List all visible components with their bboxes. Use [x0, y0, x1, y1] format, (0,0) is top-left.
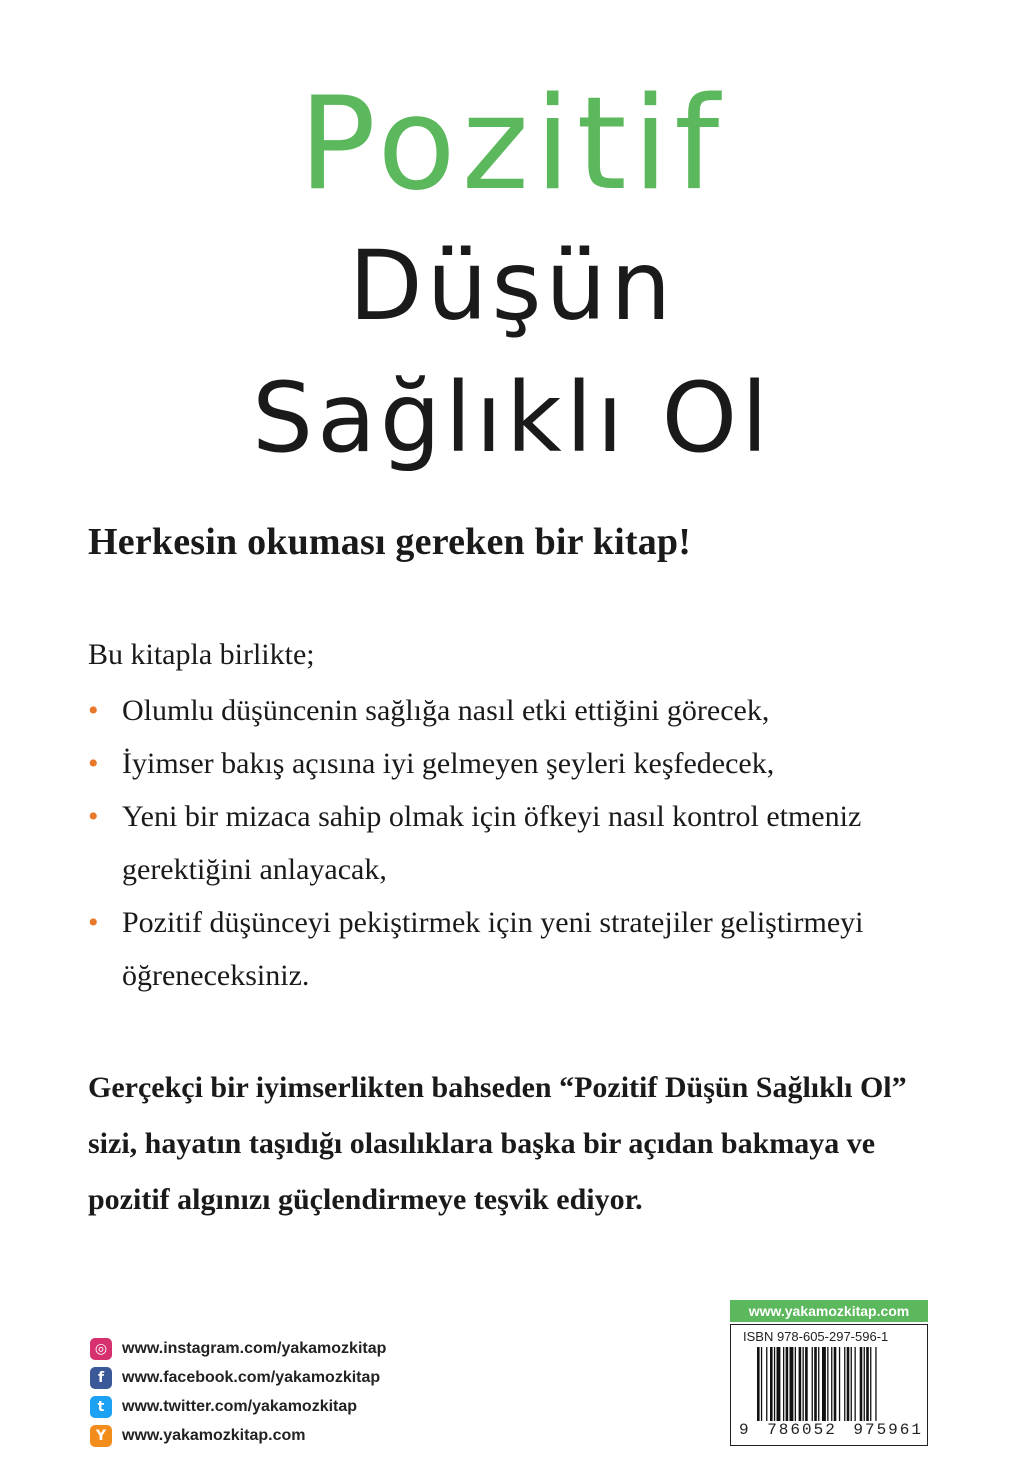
barcode-bar — [766, 1347, 767, 1421]
closing-paragraph: Gerçekçi bir iyimserlikten bahseden “Pozitif Düşün Sağlıklı Ol” sizi, hayatın taşıdığı olasılıklara başka bir açıdan bakmaya ve pozitif algınızı güçlendirmeye teşvik ediyor. — [88, 1071, 907, 1216]
barcode-bar — [847, 1347, 850, 1421]
social-link-text: www.twitter.com/yakamozkitap — [122, 1397, 358, 1415]
barcode-digit-group: 9 — [739, 1421, 751, 1439]
tagline: Herkesin okuması gereken bir kitap! — [88, 521, 692, 563]
barcode-bar — [822, 1347, 826, 1421]
bullet-text: Pozitif düşünceyi pekiştirmek için yeni stratejiler geliştirmeyi öğreneceksiniz. — [122, 906, 864, 992]
barcode-bar — [803, 1347, 804, 1421]
social-link-instagram[interactable] — [90, 1334, 386, 1363]
bullet-dot-icon: • — [88, 906, 99, 939]
yakamoz-logo-icon: Y — [90, 1425, 112, 1447]
social-link-text: www.instagram.com/yakamozkitap — [122, 1339, 387, 1357]
bullet-dot-icon: • — [88, 747, 99, 780]
barcode-bar — [827, 1347, 828, 1421]
instagram-icon: ◎ — [90, 1338, 112, 1360]
social-link-text: www.facebook.com/yakamozkitap — [122, 1368, 381, 1386]
social-link-twitter[interactable] — [90, 1392, 386, 1421]
barcode-digits — [739, 1421, 923, 1439]
barcode-bar — [770, 1347, 773, 1421]
list-item — [88, 896, 948, 1002]
bullet-list — [88, 684, 948, 1002]
barcode-bar — [805, 1347, 808, 1421]
barcode-bar — [783, 1347, 784, 1421]
barcode-bars — [757, 1347, 917, 1421]
title-pozitif: Pozitif — [298, 70, 726, 219]
barcode-bar — [870, 1347, 871, 1421]
bullet-text: Yeni bir mizaca sahip olmak için öfkeyi nasıl kontrol etmeniz gerektiğini anlayacak, — [122, 800, 862, 886]
barcode-bar — [864, 1347, 865, 1421]
barcode-bar — [851, 1347, 852, 1421]
barcode-digit-group: 975961 — [853, 1421, 923, 1439]
website-badge: www.yakamozkitap.com — [730, 1300, 928, 1322]
barcode-bar — [777, 1347, 781, 1421]
list-item — [88, 684, 948, 737]
isbn-frame — [730, 1324, 928, 1446]
isbn-text: ISBN 978-605-297-596-1 — [743, 1329, 889, 1344]
title-dusun: Düşün — [348, 230, 676, 342]
barcode-bar — [795, 1347, 796, 1421]
social-link-facebook[interactable] — [90, 1363, 386, 1392]
barcode-bar — [757, 1347, 760, 1421]
barcode-bar — [834, 1347, 837, 1421]
barcode-bar — [831, 1347, 832, 1421]
bullet-text: Olumlu düşüncenin sağlığa nasıl etki ettiğini görecek, — [122, 694, 770, 727]
barcode-bar — [866, 1347, 869, 1421]
facebook-icon: f — [90, 1367, 112, 1389]
barcode-bar — [855, 1347, 856, 1421]
list-item — [88, 790, 948, 896]
bullet-text: İyimser bakış açısına iyi gelmeyen şeyleri keşfedecek, — [122, 747, 775, 780]
bullet-dot-icon: • — [88, 800, 99, 833]
social-links — [90, 1334, 386, 1450]
barcode-bar — [844, 1347, 845, 1421]
barcode-bar — [799, 1347, 802, 1421]
barcode-bar — [774, 1347, 775, 1421]
barcode-bar — [875, 1347, 876, 1421]
twitter-icon: t — [90, 1396, 112, 1418]
barcode-bar — [786, 1347, 789, 1421]
barcode-bar — [818, 1347, 819, 1421]
social-link-text: www.yakamozkitap.com — [122, 1426, 306, 1444]
list-item — [88, 737, 948, 790]
barcode-digit-group: 786052 — [767, 1421, 837, 1439]
barcode-bar — [761, 1347, 762, 1421]
barcode-block — [730, 1298, 928, 1446]
barcode-bar — [860, 1347, 863, 1421]
social-link-website[interactable] — [90, 1421, 386, 1450]
barcode-bar — [814, 1347, 817, 1421]
barcode-bar — [812, 1347, 813, 1421]
intro-text: Bu kitapla birlikte; — [88, 638, 315, 671]
barcode-bar — [790, 1347, 794, 1421]
title-saglikli-ol: Sağlıklı Ol — [252, 362, 772, 474]
bullet-dot-icon: • — [88, 694, 99, 727]
barcode-bar — [839, 1347, 840, 1421]
